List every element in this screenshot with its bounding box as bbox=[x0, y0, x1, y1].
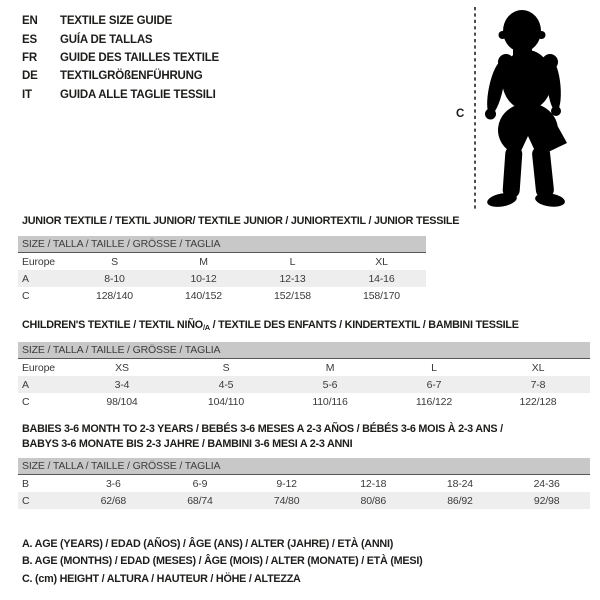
size-cell: M bbox=[199, 255, 208, 268]
row-label: C bbox=[18, 492, 70, 509]
table-title-text: / TEXTILE DES ENFANTS / KINDERTEXTIL / BAMBINI TESSILE bbox=[209, 319, 519, 331]
size-cell: M bbox=[325, 361, 335, 374]
babies-size-table bbox=[18, 458, 590, 509]
size-cell: 128/140 bbox=[96, 289, 133, 302]
size-cell: 6-9 bbox=[192, 477, 208, 490]
size-cell: XS bbox=[115, 361, 129, 374]
table-title-text: CHILDREN'S TEXTILE / TEXTIL NIÑO bbox=[22, 319, 203, 331]
language-code: EN bbox=[22, 15, 38, 28]
size-header-label: SIZE / TALLA / TAILLE / GRÖSSE / TAGLIA bbox=[18, 342, 590, 359]
row-label: Europe bbox=[22, 255, 55, 268]
size-cell: 4-5 bbox=[174, 376, 278, 393]
size-header-row bbox=[18, 342, 590, 359]
legend-age-months: B. AGE (MONTHS) / EDAD (MESES) / ÂGE (MOIS) / ALTER (MONATE) / ETÀ (MESI) bbox=[22, 555, 423, 568]
table-row-europe bbox=[18, 253, 426, 270]
size-cell: 140/152 bbox=[185, 289, 222, 302]
size-header-row bbox=[18, 236, 426, 253]
size-cell: 68/74 bbox=[157, 492, 244, 509]
table-row-a bbox=[18, 270, 426, 287]
table-row-c bbox=[18, 492, 590, 509]
language-row-de bbox=[22, 67, 219, 85]
legend-age-years: A. AGE (YEARS) / EDAD (AÑOS) / ÂGE (ANS) / ALTER (JAHRE) / ETÀ (ANNI) bbox=[22, 538, 394, 550]
size-cell: 3-4 bbox=[70, 376, 174, 393]
size-cell: 12-18 bbox=[360, 477, 387, 490]
size-cell: 104/110 bbox=[207, 395, 245, 408]
table-title-junior: JUNIOR TEXTILE / TEXTIL JUNIOR/ TEXTILE JUNIOR / JUNIORTEXTIL / JUNIOR TESSILE bbox=[22, 215, 460, 227]
babies-textile-section bbox=[18, 422, 590, 509]
language-code: IT bbox=[22, 88, 32, 101]
size-header-row bbox=[18, 458, 590, 475]
size-cell: 6-7 bbox=[382, 376, 486, 393]
table-row-c bbox=[18, 287, 426, 304]
language-code: ES bbox=[22, 33, 37, 46]
language-code: DE bbox=[22, 70, 38, 83]
children-size-table bbox=[18, 342, 590, 410]
legend-height: C. (cm) HEIGHT / ALTURA / HAUTEUR / HÖHE / ALTEZZA bbox=[22, 572, 301, 585]
language-code: FR bbox=[22, 51, 37, 64]
size-cell: 86/92 bbox=[417, 492, 504, 509]
size-cell: 110/116 bbox=[312, 395, 348, 408]
table-row-b bbox=[18, 475, 590, 492]
table-row-europe bbox=[18, 359, 590, 376]
size-cell: 7-8 bbox=[486, 376, 590, 393]
table-title-babies-line1: BABIES 3-6 MONTH TO 2-3 YEARS / BEBÉS 3-6 MESES A 2-3 AÑOS / BÉBÉS 3-6 MOIS À 2-3 ANS / bbox=[22, 423, 503, 435]
size-cell: 62/68 bbox=[70, 492, 157, 509]
size-cell: S bbox=[111, 255, 118, 268]
row-label: A bbox=[18, 270, 70, 287]
size-cell: 80/86 bbox=[330, 492, 417, 509]
size-cell: 10-12 bbox=[159, 270, 248, 287]
row-label: C bbox=[22, 395, 30, 408]
table-title-children bbox=[18, 319, 590, 334]
table-title-subscript: /A bbox=[202, 323, 210, 332]
size-cell: XL bbox=[375, 255, 388, 268]
language-row-fr bbox=[22, 49, 219, 67]
size-cell: 98/104 bbox=[106, 395, 138, 408]
language-list bbox=[22, 12, 219, 104]
row-label: Europe bbox=[22, 361, 55, 374]
size-cell: 3-6 bbox=[105, 477, 121, 490]
size-header-label: SIZE / TALLA / TAILLE / GRÖSSE / TAGLIA bbox=[18, 236, 426, 253]
junior-textile-section bbox=[18, 215, 460, 304]
height-dashed-line-icon bbox=[473, 7, 477, 209]
size-cell: L bbox=[289, 255, 296, 268]
language-title: TEXTILE SIZE GUIDE bbox=[60, 15, 173, 28]
size-cell: 152/158 bbox=[274, 289, 311, 302]
size-cell: 74/80 bbox=[243, 492, 330, 509]
size-cell: S bbox=[222, 361, 230, 374]
height-measure-label: C bbox=[456, 108, 465, 120]
baby-silhouette-icon bbox=[482, 8, 578, 208]
size-cell: 122/128 bbox=[519, 395, 557, 408]
size-cell: 8-10 bbox=[70, 270, 159, 287]
language-title: GUÍA DE TALLAS bbox=[60, 33, 153, 46]
row-label: A bbox=[18, 376, 70, 393]
language-title: TEXTILGRÖßENFÜHRUNG bbox=[60, 70, 203, 83]
size-cell: 9-12 bbox=[276, 477, 297, 490]
measure-legend bbox=[22, 536, 422, 588]
row-label: B bbox=[22, 477, 29, 490]
size-cell: 24-36 bbox=[533, 477, 560, 490]
size-cell: 92/98 bbox=[503, 492, 590, 509]
size-cell: 14-16 bbox=[337, 270, 426, 287]
language-row-en bbox=[22, 12, 219, 30]
junior-size-table bbox=[18, 236, 426, 304]
size-cell: 18-24 bbox=[446, 477, 473, 490]
language-row-it bbox=[22, 86, 219, 104]
language-title: GUIDE DES TAILLES TEXTILE bbox=[60, 51, 219, 64]
table-row-c bbox=[18, 393, 590, 410]
size-cell: 158/170 bbox=[363, 289, 400, 302]
size-cell: 5-6 bbox=[278, 376, 382, 393]
size-cell: 12-13 bbox=[248, 270, 337, 287]
size-cell: 116/122 bbox=[415, 395, 453, 408]
size-header-label: SIZE / TALLA / TAILLE / GRÖSSE / TAGLIA bbox=[18, 458, 590, 475]
row-label: C bbox=[22, 289, 30, 302]
table-title-babies-line2: BABYS 3-6 MONATE BIS 2-3 JAHRE / BAMBINI 3-6 MESI A 2-3 ANNI bbox=[22, 438, 353, 450]
language-title: GUIDA ALLE TAGLIE TESSILI bbox=[60, 88, 216, 101]
size-cell: L bbox=[431, 361, 437, 374]
language-row-es bbox=[22, 30, 219, 48]
size-cell: XL bbox=[531, 361, 545, 374]
table-row-a bbox=[18, 376, 590, 393]
children-textile-section bbox=[18, 319, 590, 410]
